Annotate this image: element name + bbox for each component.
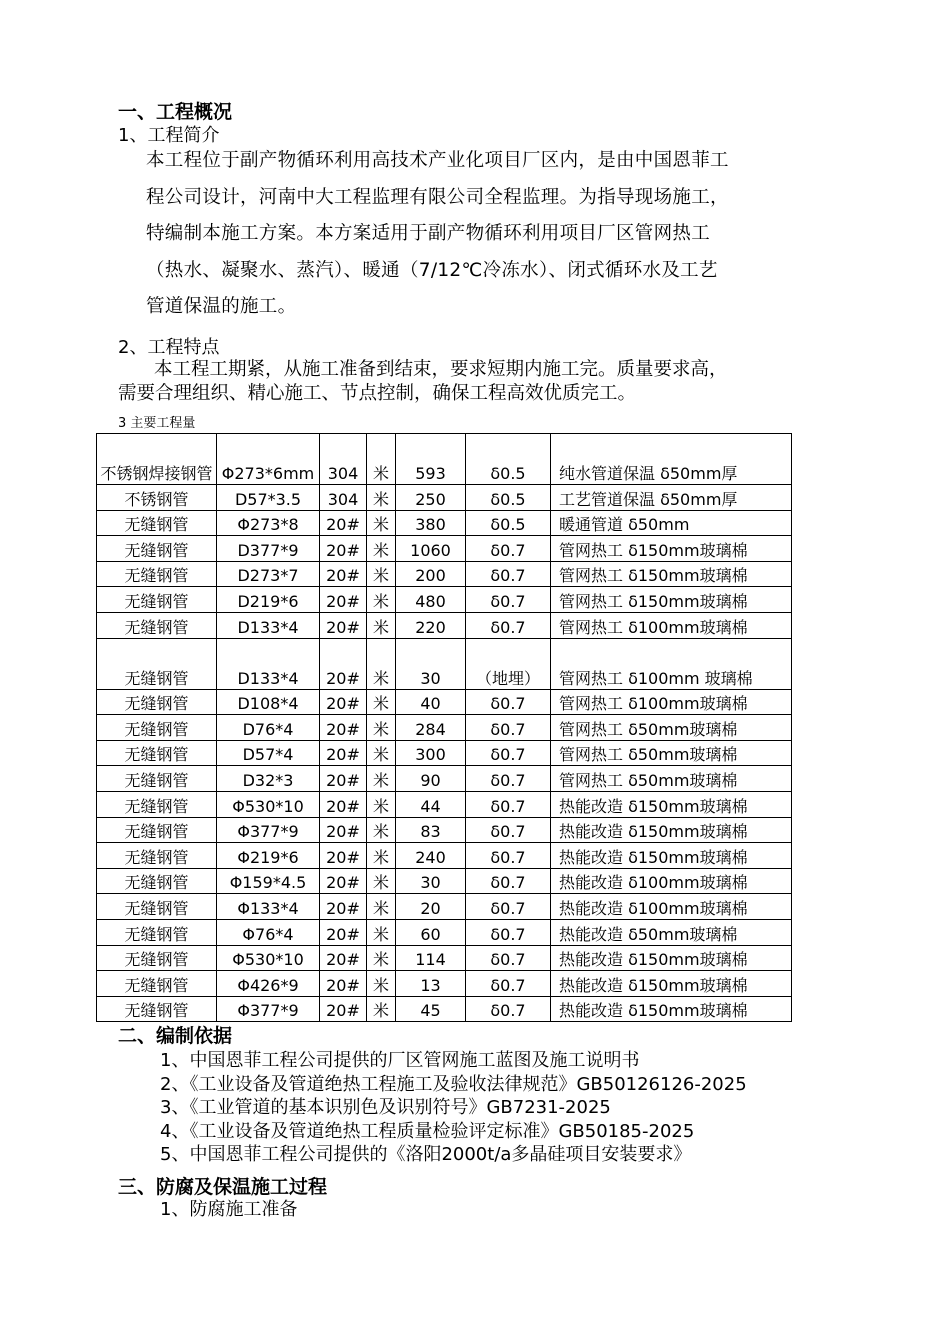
cell-description: 热能改造 δ150mm玻璃棉 xyxy=(551,843,792,869)
cell-unit: 米 xyxy=(367,536,396,562)
cell-unit: 米 xyxy=(367,843,396,869)
cell-material: 20# xyxy=(320,561,367,587)
cell-spec: D32*3 xyxy=(217,766,320,792)
subsection-1-2-title: 2、工程特点 xyxy=(118,337,220,358)
cell-description: 热能改造 δ150mm玻璃棉 xyxy=(551,945,792,971)
cell-material: 20# xyxy=(320,919,367,945)
basis-list xyxy=(160,1049,747,1167)
list-item: 1、防腐施工准备 xyxy=(160,1199,298,1220)
cell-material: 20# xyxy=(320,766,367,792)
section-1-title: 一、工程概况 xyxy=(118,101,233,123)
cell-unit: 米 xyxy=(367,945,396,971)
table-row xyxy=(97,945,792,971)
cell-thickness: δ0.7 xyxy=(466,561,551,587)
paragraph-line: 本工程工期紧，从施工准备到结束，要求短期内施工完。质量要求高， xyxy=(154,359,728,380)
cell-material: 20# xyxy=(320,587,367,613)
cell-quantity: 480 xyxy=(396,587,466,613)
table-row xyxy=(97,919,792,945)
table-row xyxy=(97,715,792,741)
cell-pipe-name: 无缝钢管 xyxy=(97,766,217,792)
cell-quantity: 114 xyxy=(396,945,466,971)
cell-material: 20# xyxy=(320,894,367,920)
project-intro-paragraph xyxy=(146,143,866,326)
cell-description: 热能改造 δ150mm玻璃棉 xyxy=(551,817,792,843)
cell-thickness: δ0.5 xyxy=(466,485,551,511)
cell-material: 20# xyxy=(320,996,367,1022)
cell-thickness: δ0.7 xyxy=(466,945,551,971)
cell-description: 管网热工 δ50mm玻璃棉 xyxy=(551,766,792,792)
cell-material: 20# xyxy=(320,740,367,766)
table-caption: 3 主要工程量 xyxy=(118,416,196,431)
cell-spec: Φ377*9 xyxy=(217,996,320,1022)
cell-description: 热能改造 δ50mm玻璃棉 xyxy=(551,919,792,945)
cell-material: 20# xyxy=(320,715,367,741)
table-row xyxy=(97,971,792,997)
cell-spec: D273*7 xyxy=(217,561,320,587)
cell-pipe-name: 无缝钢管 xyxy=(97,689,217,715)
paragraph-line: （热水、凝聚水、蒸汽）、暖通（7/12℃冷冻水）、闭式循环水及工艺 xyxy=(146,259,718,281)
cell-description: 暖通管道 δ50mm xyxy=(551,510,792,536)
cell-pipe-name: 无缝钢管 xyxy=(97,919,217,945)
table-row xyxy=(97,485,792,511)
cell-material: 20# xyxy=(320,612,367,638)
cell-pipe-name: 无缝钢管 xyxy=(97,817,217,843)
cell-quantity: 240 xyxy=(396,843,466,869)
cell-quantity: 44 xyxy=(396,791,466,817)
cell-unit: 米 xyxy=(367,689,396,715)
cell-material: 20# xyxy=(320,791,367,817)
cell-pipe-name: 无缝钢管 xyxy=(97,894,217,920)
section-3-title: 三、防腐及保温施工过程 xyxy=(118,1176,328,1198)
table-row xyxy=(97,689,792,715)
cell-unit: 米 xyxy=(367,766,396,792)
cell-thickness: δ0.7 xyxy=(466,868,551,894)
table-row xyxy=(97,740,792,766)
cell-spec: D219*6 xyxy=(217,587,320,613)
cell-spec: Φ530*10 xyxy=(217,791,320,817)
table-row xyxy=(97,843,792,869)
cell-material: 20# xyxy=(320,510,367,536)
cell-unit: 米 xyxy=(367,715,396,741)
cell-thickness: δ0.7 xyxy=(466,817,551,843)
quantity-table xyxy=(96,433,792,1022)
table-row xyxy=(97,510,792,536)
cell-pipe-name: 不锈钢焊接钢管 xyxy=(97,434,217,485)
cell-description: 管网热工 δ100mm 玻璃棉 xyxy=(551,638,792,689)
cell-unit: 米 xyxy=(367,434,396,485)
cell-spec: D133*4 xyxy=(217,612,320,638)
section-2-title: 二、编制依据 xyxy=(118,1025,233,1047)
cell-description: 热能改造 δ150mm玻璃棉 xyxy=(551,971,792,997)
cell-material: 20# xyxy=(320,971,367,997)
cell-quantity: 40 xyxy=(396,689,466,715)
cell-thickness: δ0.7 xyxy=(466,536,551,562)
cell-pipe-name: 无缝钢管 xyxy=(97,945,217,971)
cell-material: 20# xyxy=(320,868,367,894)
cell-quantity: 60 xyxy=(396,919,466,945)
cell-description: 热能改造 δ150mm玻璃棉 xyxy=(551,791,792,817)
cell-thickness: δ0.7 xyxy=(466,996,551,1022)
paragraph-line: 需要合理组织、精心施工、节点控制，确保工程高效优质完工。 xyxy=(118,383,637,404)
cell-description: 管网热工 δ50mm玻璃棉 xyxy=(551,715,792,741)
cell-unit: 米 xyxy=(367,612,396,638)
cell-thickness: δ0.7 xyxy=(466,894,551,920)
list-item: 1、中国恩菲工程公司提供的厂区管网施工蓝图及施工说明书 xyxy=(160,1050,640,1071)
cell-spec: D76*4 xyxy=(217,715,320,741)
cell-unit: 米 xyxy=(367,996,396,1022)
table-row xyxy=(97,996,792,1022)
cell-unit: 米 xyxy=(367,740,396,766)
cell-spec: Φ219*6 xyxy=(217,843,320,869)
cell-pipe-name: 无缝钢管 xyxy=(97,612,217,638)
cell-material: 304 xyxy=(320,434,367,485)
table-row xyxy=(97,587,792,613)
cell-quantity: 380 xyxy=(396,510,466,536)
cell-quantity: 20 xyxy=(396,894,466,920)
cell-quantity: 45 xyxy=(396,996,466,1022)
table-row xyxy=(97,536,792,562)
cell-spec: Φ133*4 xyxy=(217,894,320,920)
list-item: 5、中国恩菲工程公司提供的《洛阳2000t/a多晶硅项目安装要求》 xyxy=(160,1144,692,1165)
cell-quantity: 250 xyxy=(396,485,466,511)
cell-spec: Φ159*4.5 xyxy=(217,868,320,894)
cell-pipe-name: 无缝钢管 xyxy=(97,868,217,894)
table-row xyxy=(97,894,792,920)
cell-spec: D377*9 xyxy=(217,536,320,562)
cell-pipe-name: 无缝钢管 xyxy=(97,740,217,766)
cell-spec: Φ273*8 xyxy=(217,510,320,536)
cell-material: 20# xyxy=(320,945,367,971)
cell-thickness: δ0.7 xyxy=(466,689,551,715)
cell-spec: Φ76*4 xyxy=(217,919,320,945)
cell-quantity: 90 xyxy=(396,766,466,792)
paragraph-line: 特编制本施工方案。本方案适用于副产物循环利用项目厂区管网热工 xyxy=(146,223,711,244)
cell-quantity: 200 xyxy=(396,561,466,587)
cell-description: 热能改造 δ100mm玻璃棉 xyxy=(551,868,792,894)
cell-unit: 米 xyxy=(367,561,396,587)
cell-description: 管网热工 δ100mm玻璃棉 xyxy=(551,689,792,715)
cell-unit: 米 xyxy=(367,894,396,920)
cell-pipe-name: 不锈钢管 xyxy=(97,485,217,511)
cell-unit: 米 xyxy=(367,638,396,689)
cell-material: 304 xyxy=(320,485,367,511)
cell-material: 20# xyxy=(320,638,367,689)
cell-quantity: 284 xyxy=(396,715,466,741)
cell-quantity: 593 xyxy=(396,434,466,485)
cell-pipe-name: 无缝钢管 xyxy=(97,561,217,587)
cell-quantity: 30 xyxy=(396,868,466,894)
cell-description: 管网热工 δ150mm玻璃棉 xyxy=(551,536,792,562)
table-row xyxy=(97,561,792,587)
cell-spec: D57*3.5 xyxy=(217,485,320,511)
cell-quantity: 1060 xyxy=(396,536,466,562)
cell-pipe-name: 无缝钢管 xyxy=(97,715,217,741)
list-item: 4、《工业设备及管道绝热工程质量检验评定标准》GB50185-2025 xyxy=(160,1120,695,1142)
cell-quantity: 300 xyxy=(396,740,466,766)
list-item: 2、《工业设备及管道绝热工程施工及验收法律规范》GB50126126-2025 xyxy=(160,1073,747,1095)
cell-material: 20# xyxy=(320,536,367,562)
cell-pipe-name: 无缝钢管 xyxy=(97,971,217,997)
cell-thickness: δ0.7 xyxy=(466,919,551,945)
cell-unit: 米 xyxy=(367,919,396,945)
cell-thickness: δ0.7 xyxy=(466,715,551,741)
subsection-1-1-title: 1、工程简介 xyxy=(118,125,220,146)
cell-thickness: δ0.7 xyxy=(466,612,551,638)
cell-unit: 米 xyxy=(367,817,396,843)
cell-pipe-name: 无缝钢管 xyxy=(97,791,217,817)
cell-unit: 米 xyxy=(367,971,396,997)
cell-pipe-name: 无缝钢管 xyxy=(97,843,217,869)
cell-spec: Φ530*10 xyxy=(217,945,320,971)
cell-description: 管网热工 δ150mm玻璃棉 xyxy=(551,561,792,587)
table-row xyxy=(97,868,792,894)
cell-description: 工艺管道保温 δ50mm厚 xyxy=(551,485,792,511)
cell-pipe-name: 无缝钢管 xyxy=(97,536,217,562)
cell-unit: 米 xyxy=(367,485,396,511)
cell-description: 热能改造 δ150mm玻璃棉 xyxy=(551,996,792,1022)
cell-quantity: 83 xyxy=(396,817,466,843)
cell-thickness: δ0.5 xyxy=(466,510,551,536)
cell-spec: Φ377*9 xyxy=(217,817,320,843)
cell-spec: Φ426*9 xyxy=(217,971,320,997)
process-list xyxy=(160,1198,297,1222)
table-row xyxy=(97,791,792,817)
cell-unit: 米 xyxy=(367,587,396,613)
cell-description: 管网热工 δ100mm玻璃棉 xyxy=(551,612,792,638)
cell-pipe-name: 无缝钢管 xyxy=(97,587,217,613)
cell-thickness: δ0.5 xyxy=(466,434,551,485)
table-row xyxy=(97,766,792,792)
cell-unit: 米 xyxy=(367,510,396,536)
cell-spec: Φ273*6mm xyxy=(217,434,320,485)
cell-thickness: δ0.7 xyxy=(466,740,551,766)
cell-unit: 米 xyxy=(367,791,396,817)
table-row xyxy=(97,434,792,485)
cell-material: 20# xyxy=(320,689,367,715)
cell-description: 纯水管道保温 δ50mm厚 xyxy=(551,434,792,485)
table-row xyxy=(97,817,792,843)
cell-thickness: δ0.7 xyxy=(466,791,551,817)
cell-thickness: δ0.7 xyxy=(466,587,551,613)
cell-thickness: （地埋） xyxy=(466,638,551,689)
cell-spec: D108*4 xyxy=(217,689,320,715)
paragraph-line: 程公司设计，河南中大工程监理有限公司全程监理。为指导现场施工， xyxy=(146,186,729,208)
cell-material: 20# xyxy=(320,843,367,869)
cell-description: 热能改造 δ100mm玻璃棉 xyxy=(551,894,792,920)
cell-spec: D133*4 xyxy=(217,638,320,689)
cell-pipe-name: 无缝钢管 xyxy=(97,638,217,689)
cell-pipe-name: 无缝钢管 xyxy=(97,510,217,536)
cell-quantity: 220 xyxy=(396,612,466,638)
project-features-paragraph xyxy=(118,358,858,406)
cell-thickness: δ0.7 xyxy=(466,843,551,869)
paragraph-line: 本工程位于副产物循环利用高技术产业化项目厂区内，是由中国恩菲工 xyxy=(146,150,729,171)
cell-material: 20# xyxy=(320,817,367,843)
cell-quantity: 30 xyxy=(396,638,466,689)
list-item: 3、《工业管道的基本识别色及识别符号》GB7231-2025 xyxy=(160,1097,611,1118)
paragraph-line: 管道保温的施工。 xyxy=(146,296,297,317)
table-row xyxy=(97,612,792,638)
cell-unit: 米 xyxy=(367,868,396,894)
cell-quantity: 13 xyxy=(396,971,466,997)
table-row xyxy=(97,638,792,689)
cell-description: 管网热工 δ50mm玻璃棉 xyxy=(551,740,792,766)
cell-thickness: δ0.7 xyxy=(466,766,551,792)
cell-spec: D57*4 xyxy=(217,740,320,766)
cell-thickness: δ0.7 xyxy=(466,971,551,997)
cell-description: 管网热工 δ150mm玻璃棉 xyxy=(551,587,792,613)
cell-pipe-name: 无缝钢管 xyxy=(97,996,217,1022)
